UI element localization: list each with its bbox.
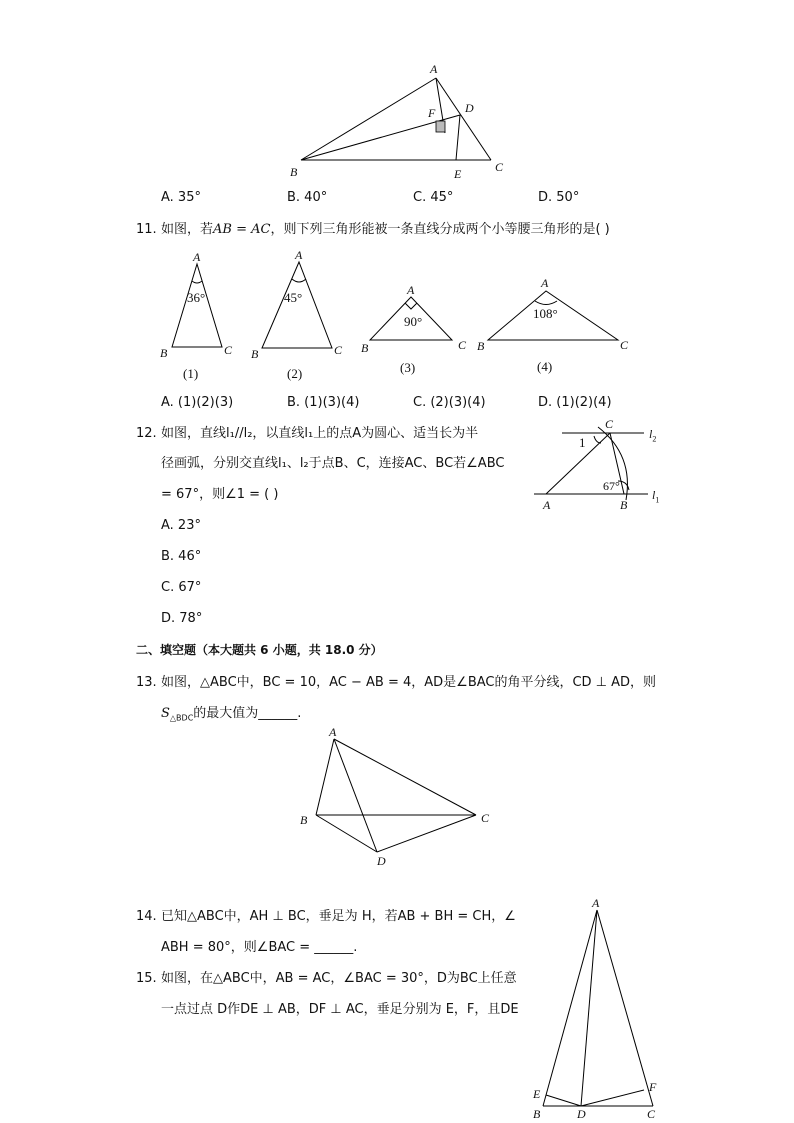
q11-fig4-angle: 108°: [533, 306, 558, 321]
q12-label-a: A: [543, 498, 551, 512]
q12-l2-sub: 2: [652, 434, 657, 444]
q11-fig1-caption: (1): [183, 366, 199, 381]
q10-label-a: A: [430, 62, 438, 76]
q11-fig1-angle: 36°: [187, 290, 206, 305]
q11-fig4-apex: A: [541, 276, 549, 290]
q11-fig3-apex: A: [407, 283, 415, 297]
q10-label-d: D: [465, 101, 474, 115]
q15-line2: 一点过点 D作DE ⊥ AB，DF ⊥ AC，垂足分别为 E，F，且DE: [161, 1002, 519, 1017]
q12-angle1: 1: [579, 435, 586, 450]
q10-option-b[interactable]: B. 40°: [287, 190, 328, 205]
q14-line2: ABH = 80°，则∠BAC = ______.: [161, 940, 358, 955]
q12-l2-letter: l: [649, 427, 653, 441]
q12-l1-sub: 1: [655, 495, 660, 505]
q12-label-b: B: [620, 498, 628, 512]
q12-line3: = 67°，则∠1 = ( ): [161, 487, 279, 502]
q13-label-c: C: [481, 811, 490, 825]
q12-option-b[interactable]: B. 46°: [161, 549, 202, 564]
q11-fig1-right: C: [224, 343, 233, 357]
q11-fig2-right: C: [334, 343, 343, 357]
q11-fig1-apex: A: [193, 250, 201, 264]
q13-label-b: B: [300, 813, 308, 827]
q12-l1-letter: l: [652, 488, 656, 502]
q12-number: 12.: [136, 426, 157, 441]
q10-option-d[interactable]: D. 50°: [538, 190, 580, 205]
q12-line2: 径画弧，分别交直线l₁、l₂于点B、C，连接AC、BC若∠ABC: [161, 456, 505, 471]
q10-label-e: E: [454, 167, 462, 181]
q11-fig2-left: B: [251, 347, 259, 361]
q13-number: 13.: [136, 675, 157, 690]
q13-label-d: D: [377, 854, 386, 868]
q15-label-f: F: [649, 1080, 657, 1094]
q11-option-a[interactable]: A. (1)(2)(3): [161, 395, 234, 410]
q15-number: 15.: [136, 971, 157, 986]
q12-label-c: C: [605, 417, 614, 431]
q11-stem-post: ，则下列三角形能被一条直线分成两个小等腰三角形的是( ): [270, 222, 610, 237]
q11-fig1-left: B: [160, 346, 168, 360]
q11-fig3-angle: 90°: [404, 314, 423, 329]
q10-label-b: B: [290, 165, 298, 179]
q10-option-a[interactable]: A. 35°: [161, 190, 201, 205]
q13-label-a: A: [329, 725, 337, 739]
q11-stem-pre: 如图，若: [161, 222, 214, 237]
q11-stem-math: AB = AC: [213, 222, 271, 237]
q11-number: 11.: [136, 222, 157, 237]
q15-label-b: B: [533, 1107, 541, 1121]
q11-fig3-right: C: [458, 338, 467, 352]
q13-s-sub: △BDC: [169, 713, 194, 723]
q12-line1: 如图，直线l₁//l₂，以直线l₁上的点A为圆心、适当长为半: [161, 426, 479, 441]
q12-option-c[interactable]: C. 67°: [161, 580, 202, 595]
section2-title: 二、填空题（本大题共 6 小题，共 18.0 分）: [136, 643, 383, 657]
q11-fig3-left: B: [361, 341, 369, 355]
q13-s: S: [161, 706, 170, 721]
q11-fig2-apex: A: [295, 248, 303, 262]
q14-line1: 已知△ABC中，AH ⊥ BC，垂足为 H，若AB + BH = CH，∠: [161, 909, 516, 924]
q14-number: 14.: [136, 909, 157, 924]
q11-fig2-angle: 45°: [284, 290, 303, 305]
q11-fig4-caption: (4): [537, 359, 553, 374]
q13-line2-post: 的最大值为______.: [193, 706, 302, 721]
q12-option-a[interactable]: A. 23°: [161, 518, 201, 533]
q11-option-d[interactable]: D. (1)(2)(4): [538, 395, 612, 410]
q10-option-c[interactable]: C. 45°: [413, 190, 454, 205]
q15-label-d: D: [577, 1107, 586, 1121]
q12-option-d[interactable]: D. 78°: [161, 611, 203, 626]
q10-label-c: C: [495, 160, 504, 174]
q12-angle67: 67°: [603, 479, 620, 493]
q15-label-e: E: [533, 1087, 541, 1101]
q15-label-c: C: [647, 1107, 656, 1121]
q11-fig4-right: C: [620, 338, 629, 352]
q11-option-b[interactable]: B. (1)(3)(4): [287, 395, 360, 410]
q11-fig4-left: B: [477, 339, 485, 353]
q15-label-a: A: [592, 896, 600, 910]
q11-fig3-caption: (3): [400, 360, 416, 375]
q15-line1: 如图，在△ABC中，AB = AC，∠BAC = 30°，D为BC上任意: [161, 971, 517, 986]
q11-fig2-caption: (2): [287, 366, 303, 381]
q11-option-c[interactable]: C. (2)(3)(4): [413, 395, 486, 410]
q10-label-f: F: [428, 106, 436, 120]
q13-line1: 如图，△ABC中，BC = 10，AC − AB = 4，AD是∠BAC的角平分线，CD ⊥ AD，则: [161, 675, 657, 690]
